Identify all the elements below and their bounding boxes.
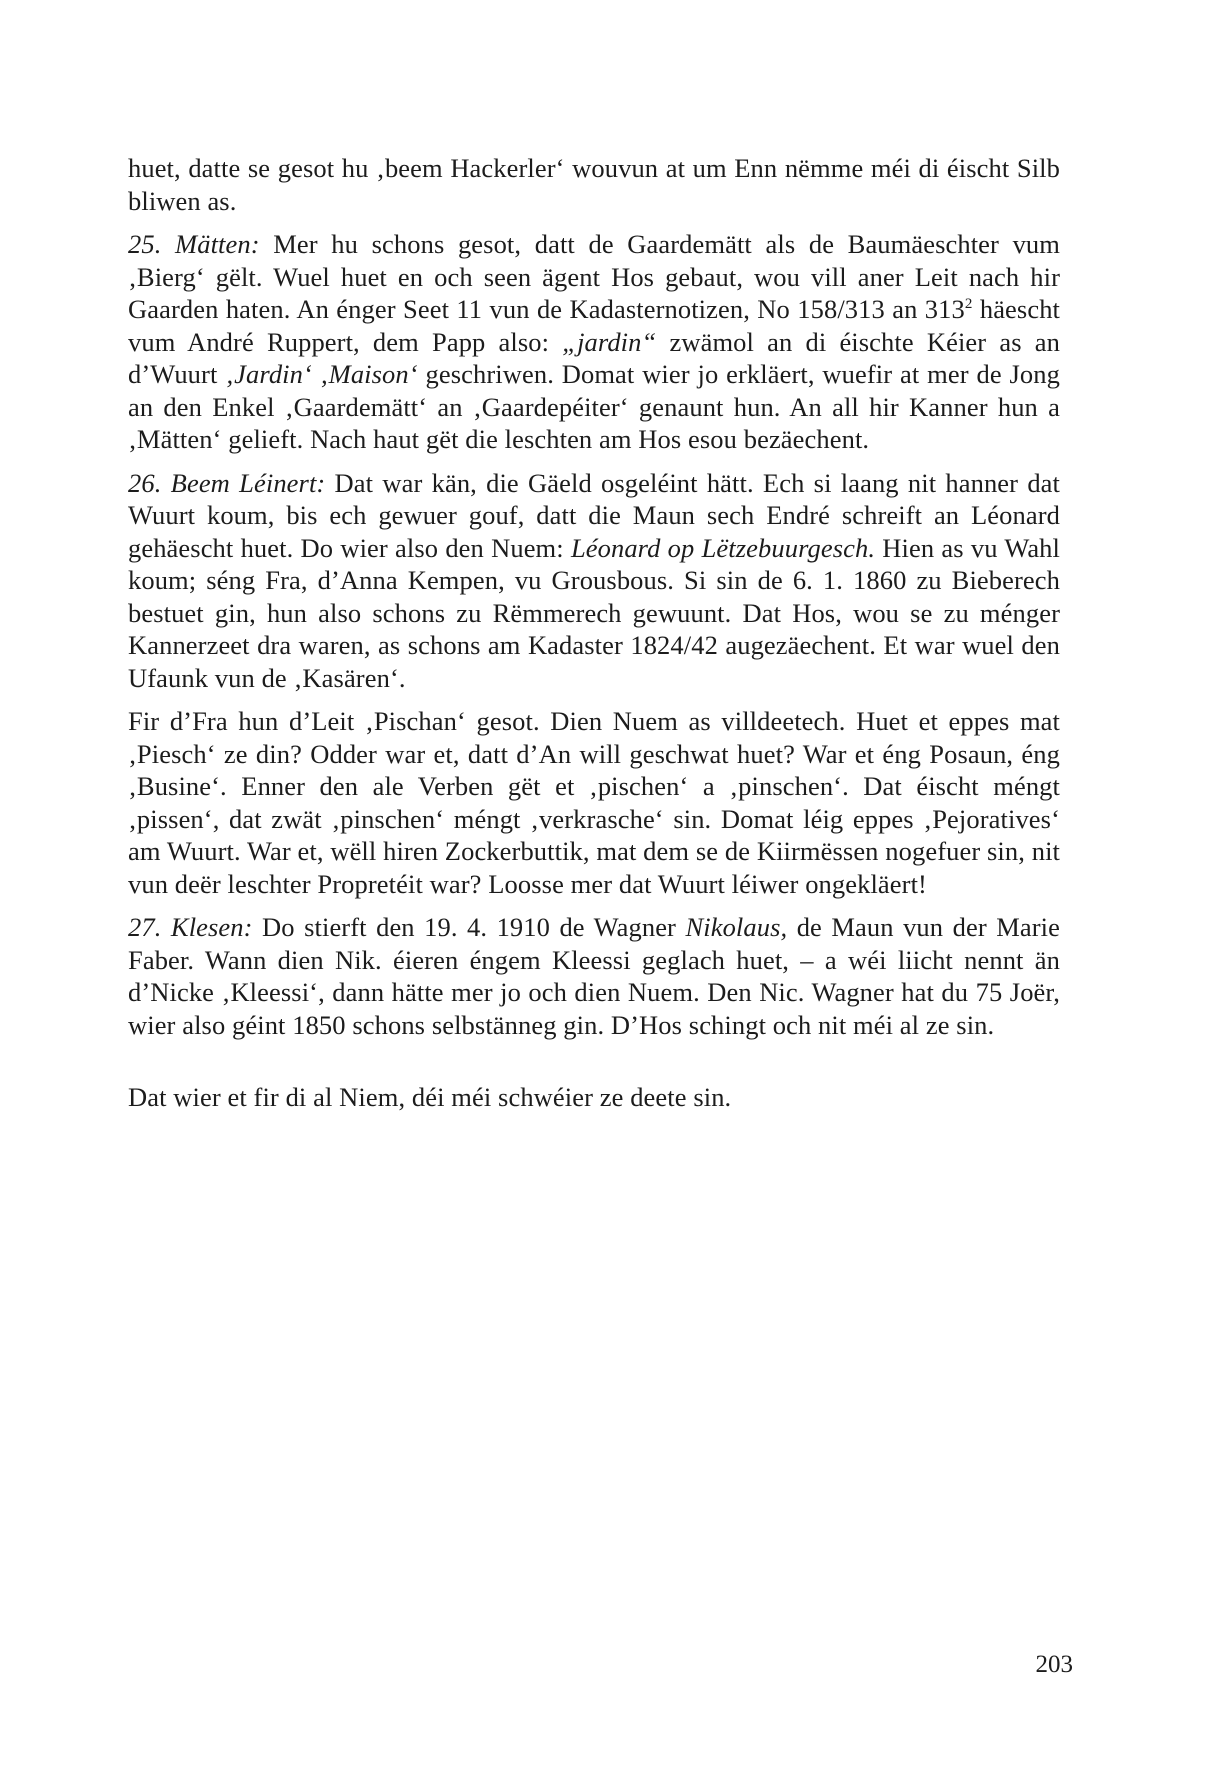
entry-title: Beem Léinert: <box>170 467 326 498</box>
paragraph-text: Hien as vu Wahl koum; séng Fra, d’Anna Kempen, vu Grousbous. Si sin de 6. 1. 1860 zu Bieberech bestuet gin, hun also schons zu Rëmmerech gewuunt. Dat Hos, wou se zu ménger Kannerzeet dra waren, as schons am Kadaster 1824/42 augezäechent. Et war wuel den Ufaunk vun de ‚Kasären‘. <box>128 532 1060 693</box>
paragraph-text: zwämol an di éischte Kéier as an d’Wuurt <box>128 326 1061 389</box>
entry-number: 26. <box>128 467 162 498</box>
entry-title: Mätten: <box>175 229 260 259</box>
entry-number: 27. <box>128 912 162 942</box>
paragraph-text: Dat war kän, die Gäeld osgeléint hätt. Ech si laang nit hanner dat Wuurt koum, bis ech gewuer gouf, datt die Maun sech Endré schreift an Léonard gehäescht huet. Do wier also den Nuem: <box>128 467 1060 563</box>
paragraph-text: de Maun vun der Marie Faber. Wann dien Nik. éieren éngem Kleessi geglach huet, – a wéi liicht nennt än d’Nicke ‚Kleessi‘, dann hätte mer jo och dien Nuem. Den Nic. Wagner hat du 75 Joër, wier also géint 1850 schons selbstänneg gin. D’Hos schingt och nit méi al ze sin. <box>128 912 1060 1040</box>
italic-term: Nikolaus, <box>685 912 788 942</box>
italic-term: „jardin“ <box>562 326 657 357</box>
paragraph-text: geschriwen. Domat wier jo erkläert, wuefir at mer de Jong an den Enkel ‚Gaardemätt‘ an ‚Gaardepéiter‘ genaunt hun. An all hir Kanner hun a ‚Mätten‘ gelieft. Nach haut gët die leschten am Hos esou bezäechent. <box>128 359 1060 454</box>
body-text <box>128 152 1060 1125</box>
paragraph-entry-27 <box>128 911 1060 1041</box>
page-number: 203 <box>1035 1651 1073 1678</box>
entry-title: Klesen: <box>170 912 253 942</box>
paragraph-text: Mer hu schons gesot, datt de Gaardemätt als de Baumäeschter vum ‚Bierg‘ gëlt. Wuel huet en och seen ägent Hos gebaut, wou vill aner Leit nach hir Gaarden haten. An énger Seet 11 vun de Kadasternotizen, No 158/313 an 313 <box>128 229 1060 324</box>
paragraph-text <box>312 359 320 389</box>
superscript: 2 <box>964 296 973 313</box>
paragraph-entry-25 <box>128 228 1060 456</box>
paragraph-text: Dat wier et fir di al Niem, déi méi schwéier ze deete sin. <box>128 1082 732 1112</box>
paragraph-text: Do stierft den 19. 4. 1910 de Wagner <box>252 912 686 942</box>
italic-term: ‚Maison‘ <box>319 359 418 389</box>
paragraph-continuation <box>128 152 1060 217</box>
paragraph-text: huet, datte se gesot hu ‚beem Hackerler‘ wouvun at um Enn nëmme méi di éischt Silb bliwen as. <box>128 153 1060 216</box>
paragraph-text: häescht vum André Ruppert, dem Papp also: <box>128 294 1061 357</box>
italic-term: ‚Jardin‘ <box>225 359 312 389</box>
paragraph-pischan <box>128 705 1060 900</box>
paragraph-text: Fir d’Fra hun d’Leit ‚Pischan‘ gesot. Dien Nuem as villdeetech. Huet et eppes mat ‚Piesch‘ ze din? Odder war et, datt d’An will geschwat huet? War et éng Posaun, éng ‚Busine‘. Enner den ale Verben gët et ‚pischen‘ a ‚pinschen‘. Dat éischt méngt ‚pissen‘, dat zwät ‚pinschen‘ méngt ‚verkrasche‘ sin. Domat léig eppes ‚Pejoratives‘ am Wuurt. War et, wëll hiren Zockerbuttik, mat dem se de Kiirmëssen nogefuer sin, nit vun deër leschter Propretéit war? Loosse mer dat Wuurt léiwer ongekläert! <box>128 706 1060 899</box>
entry-number: 25. <box>128 229 162 259</box>
italic-term: Léonard op Lëtzebuurgesch. <box>570 532 876 563</box>
paragraph-entry-26 <box>128 467 1060 695</box>
paragraph-closing <box>128 1081 1060 1114</box>
